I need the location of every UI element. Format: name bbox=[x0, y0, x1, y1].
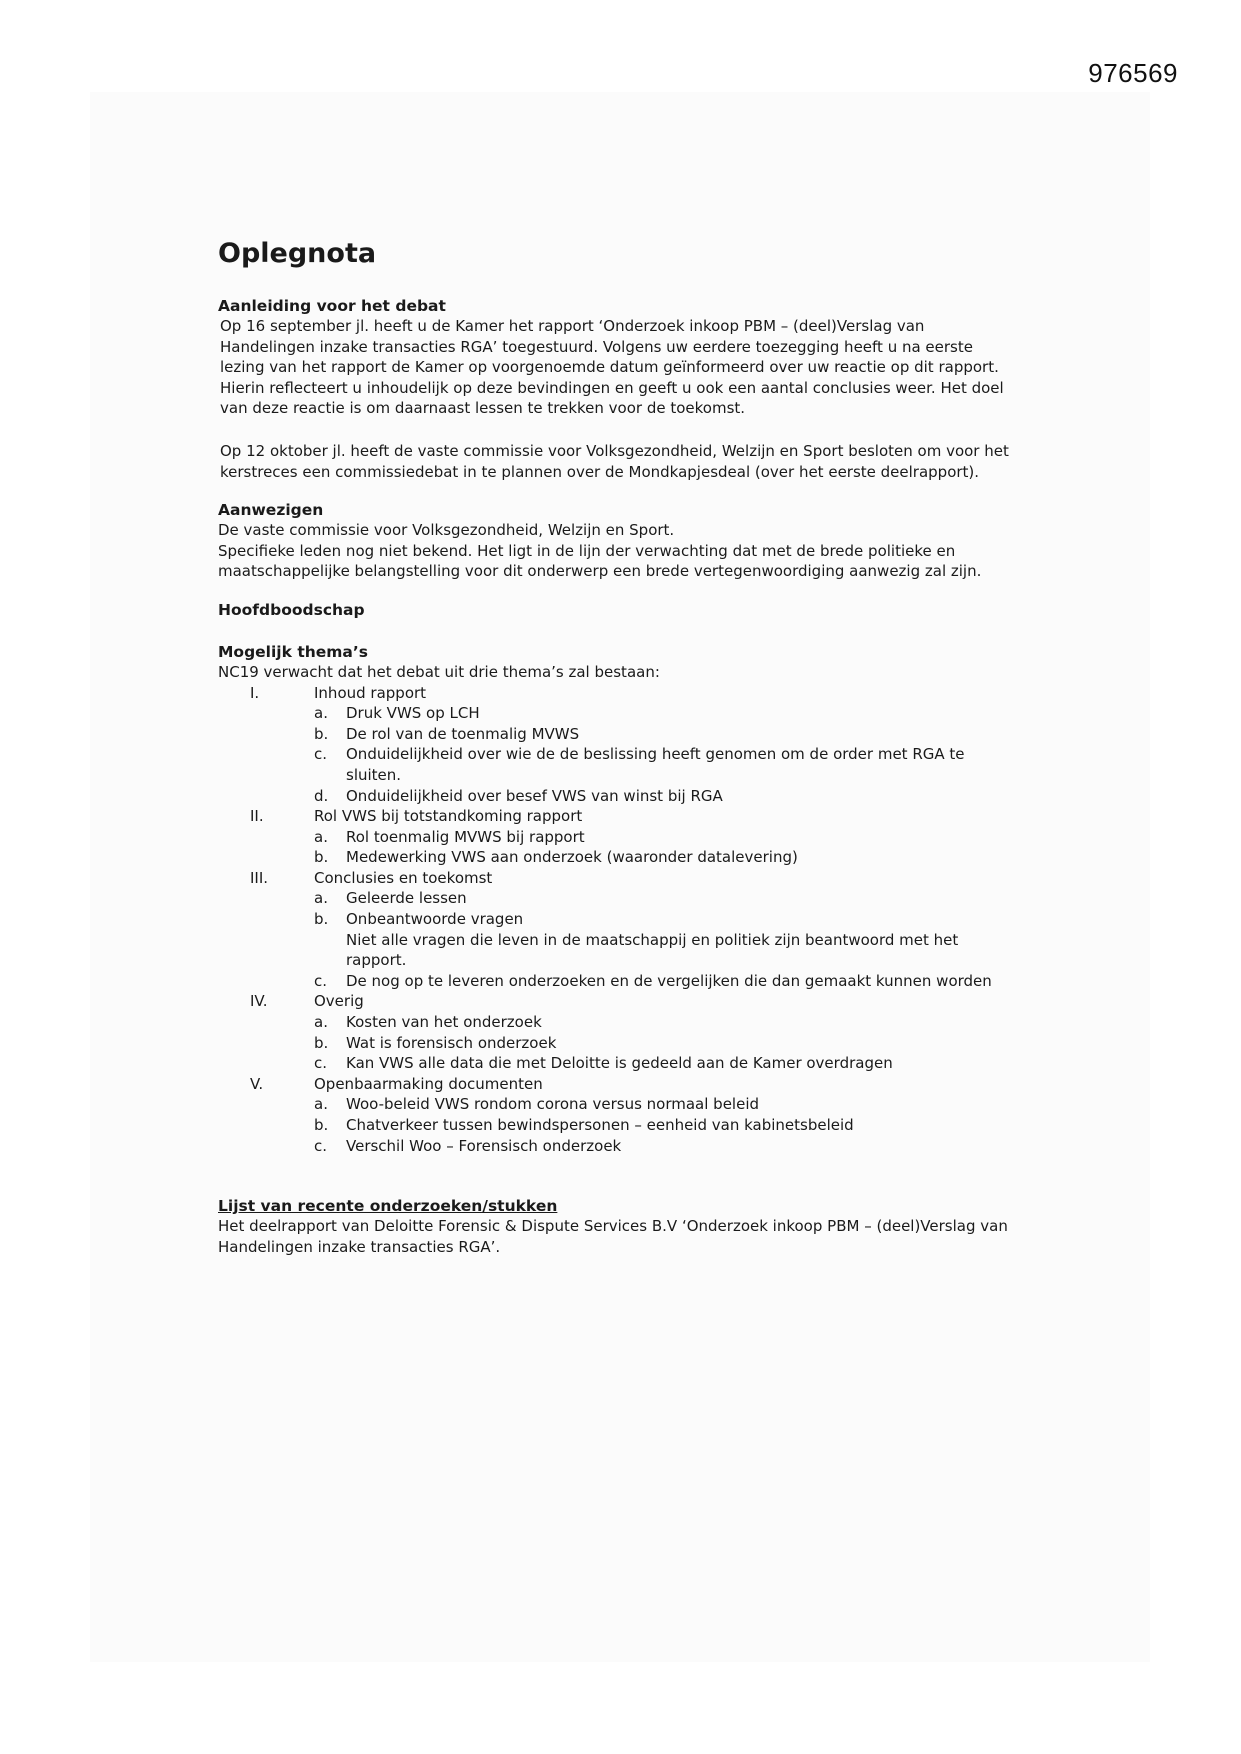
subtheme-letter: a. bbox=[314, 827, 328, 846]
subtheme-text: Chatverkeer tussen bewindspersonen – eenheid van kabinetsbeleid bbox=[346, 1116, 854, 1134]
theme-item bbox=[218, 868, 1018, 889]
subtheme-text: Wat is forensisch onderzoek bbox=[346, 1033, 557, 1052]
subtheme-note: Niet alle vragen die leven in de maatschappij en politiek zijn beantwoord met het rapport. bbox=[346, 930, 959, 970]
subtheme-letter: b. bbox=[314, 724, 329, 743]
document-body bbox=[218, 236, 1018, 1257]
subtheme-item bbox=[218, 847, 1018, 868]
theme-item bbox=[218, 991, 1018, 1012]
subtheme-item bbox=[218, 744, 1018, 785]
document-number: 976569 bbox=[1088, 58, 1178, 88]
aanwezigen-line-2: Specifieke leden nog niet bekend. Het ligt in de lijn der verwachting dat met de brede politieke en maatschappelijke belangstelling voor dit onderwerp een brede vertegenwoordiging aanwezig zal zijn. bbox=[218, 541, 982, 581]
theme-label: Overig bbox=[314, 992, 364, 1011]
aanleiding-paragraph-2: Op 12 oktober jl. heeft de vaste commissie voor Volksgezondheid, Welzijn en Sport besloten om voor het kerstreces een commissiedebat in te plannen over de Mondkapjesdeal (over het eerste deelrapport). bbox=[220, 441, 1009, 481]
subtheme-letter: d. bbox=[314, 786, 329, 805]
subtheme-letter: b. bbox=[314, 1116, 329, 1134]
subtheme-text: Verschil Woo – Forensisch onderzoek bbox=[346, 1136, 622, 1155]
theme-label: Rol VWS bij totstandkoming rapport bbox=[314, 807, 583, 826]
theme-item bbox=[218, 806, 1018, 827]
section-heading-themas: Mogelijk thema’s bbox=[218, 642, 369, 661]
themas-intro: NC19 verwacht dat het debat uit drie thema’s zal bestaan: bbox=[218, 662, 660, 681]
subtheme-letter: b. bbox=[314, 1033, 329, 1052]
section-heading-lijst: Lijst van recente onderzoeken/stukken bbox=[218, 1197, 558, 1216]
subtheme-text: Onduidelijkheid over besef VWS van winst bij RGA bbox=[346, 786, 723, 805]
subtheme-item bbox=[218, 1094, 1018, 1115]
subtheme-item bbox=[218, 1136, 1018, 1157]
subtheme-text: De rol van de toenmalig MVWS bbox=[346, 724, 580, 743]
subtheme-letter: a. bbox=[314, 704, 328, 723]
themes-list bbox=[218, 683, 1018, 1157]
subtheme-item bbox=[218, 1033, 1018, 1054]
subtheme-letter: c. bbox=[314, 1054, 328, 1073]
subtheme-item bbox=[218, 971, 1018, 992]
subtheme-item bbox=[218, 909, 1018, 930]
aanleiding-paragraph-1: Op 16 september jl. heeft u de Kamer het rapport ‘Onderzoek inkoop PBM – (deel)Verslag van Handelingen inzake transacties RGA’ toegestuurd. Volgens uw eerdere toezegging heeft u na eerste lezing van het rapport de Kamer op voorgenoemde datum geïnformeerd over uw reactie op dit rapport. Hierin reflecteert u inhoudelijk op deze bevindingen en geeft u ook een aantal conclusies weer. Het doel van deze reactie is om daarnaast lessen te trekken voor de toekomst. bbox=[220, 317, 1004, 418]
subtheme-text: Medewerking VWS aan onderzoek (waaronder datalevering) bbox=[346, 848, 798, 867]
subtheme-text: De nog op te leveren onderzoeken en de vergelijken die dan gemaakt kunnen worden bbox=[346, 971, 992, 990]
subtheme-item bbox=[218, 1115, 1018, 1136]
subtheme-item bbox=[218, 1012, 1018, 1033]
theme-numeral: II. bbox=[250, 807, 264, 826]
subtheme-item bbox=[218, 1053, 1018, 1074]
theme-label: Openbaarmaking documenten bbox=[314, 1074, 543, 1093]
subtheme-letter: b. bbox=[314, 848, 329, 867]
subtheme-text: Kosten van het onderzoek bbox=[346, 1013, 542, 1032]
aanwezigen-line-1: De vaste commissie voor Volksgezondheid, Welzijn en Sport. bbox=[218, 521, 675, 540]
subtheme-letter: a. bbox=[314, 1013, 328, 1032]
subtheme-text: Druk VWS op LCH bbox=[346, 704, 480, 723]
subtheme-letter: c. bbox=[314, 1136, 328, 1155]
subtheme-text: Onduidelijkheid over wie de de beslissing heeft genomen om de order met RGA te sluiten. bbox=[346, 745, 965, 784]
theme-numeral: V. bbox=[250, 1074, 264, 1093]
theme-item bbox=[218, 683, 1018, 704]
subtheme-text: Rol toenmalig MVWS bij rapport bbox=[346, 827, 585, 846]
subtheme-item bbox=[218, 724, 1018, 745]
document-title: Oplegnota bbox=[218, 238, 377, 269]
theme-label: Conclusies en toekomst bbox=[314, 868, 493, 887]
lijst-text: Het deelrapport van Deloitte Forensic & Dispute Services B.V ‘Onderzoek inkoop PBM – (deel)Verslag van Handelingen inzake transacties RGA’. bbox=[218, 1217, 1008, 1256]
subtheme-letter: c. bbox=[314, 745, 328, 764]
subtheme-letter: a. bbox=[314, 889, 328, 908]
subtheme-item bbox=[218, 786, 1018, 807]
section-heading-hoofdboodschap: Hoofdboodschap bbox=[218, 600, 365, 619]
subtheme-letter: b. bbox=[314, 910, 329, 929]
theme-numeral: I. bbox=[250, 683, 260, 702]
subtheme-text: Woo-beleid VWS rondom corona versus normaal beleid bbox=[346, 1095, 760, 1114]
section-heading-aanwezigen: Aanwezigen bbox=[218, 501, 324, 520]
subtheme-letter: c. bbox=[314, 971, 328, 990]
theme-item bbox=[218, 1074, 1018, 1095]
subtheme-item bbox=[218, 888, 1018, 909]
theme-label: Inhoud rapport bbox=[314, 683, 427, 702]
theme-numeral: IV. bbox=[250, 992, 268, 1011]
section-heading-aanleiding: Aanleiding voor het debat bbox=[218, 297, 446, 315]
subtheme-item bbox=[218, 827, 1018, 848]
subtheme-text: Geleerde lessen bbox=[346, 889, 467, 908]
subtheme-letter: a. bbox=[314, 1095, 328, 1114]
subtheme-item bbox=[218, 703, 1018, 724]
theme-numeral: III. bbox=[250, 868, 269, 887]
subtheme-text: Onbeantwoorde vragen bbox=[346, 910, 524, 929]
subtheme-text: Kan VWS alle data die met Deloitte is gedeeld aan de Kamer overdragen bbox=[346, 1054, 893, 1073]
